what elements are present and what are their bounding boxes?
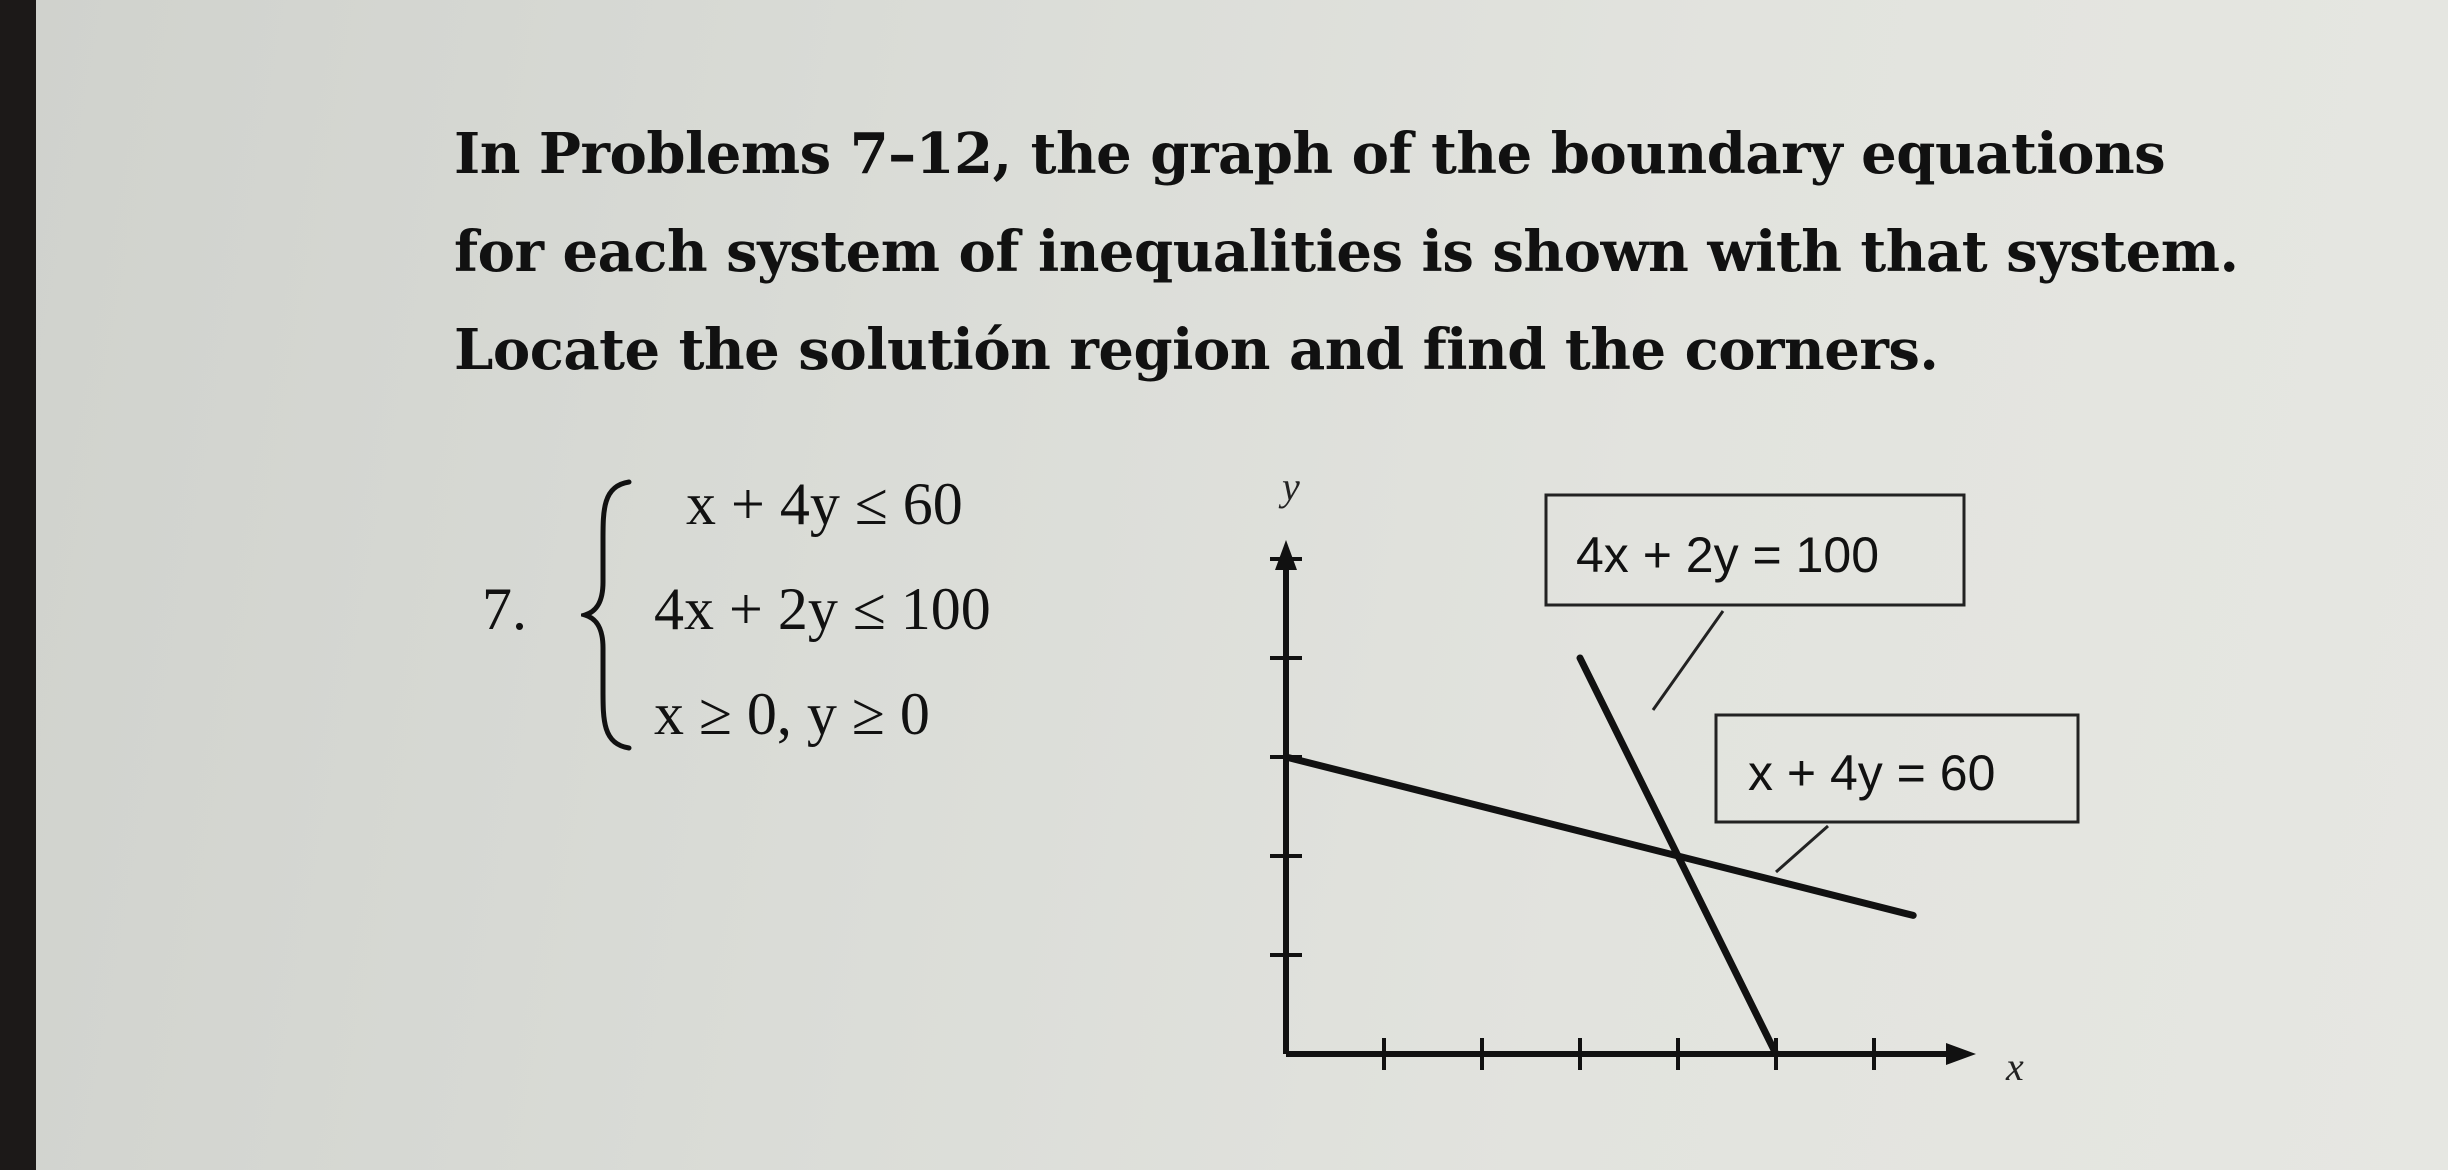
axis-ticks [1270,559,1874,1070]
leader-4x-2y [1653,611,1723,710]
y-axis-arrow [1275,540,1297,570]
leader-x-4y [1776,826,1828,872]
problem-instructions [454,105,2354,399]
x-axis-label: x [2006,1044,2024,1089]
inequality-3: x ≥ 0, y ≥ 0 [654,681,930,747]
label-box-4x-2y [1546,495,1964,710]
y-axis-label: y [1282,464,1300,509]
x-axis-arrow [1946,1043,1976,1065]
textbook-page [36,0,2448,1170]
boundary-graph [1216,460,2096,1110]
instructions-line-3: Locate the solutión region and find the corners. [454,317,1939,383]
instructions-line-1: In Problems 7–12, the graph of the boundary equations [454,121,2166,187]
boundary-lines [1286,658,1913,1054]
system-brace [581,470,651,760]
inequality-2: 4x + 2y ≤ 100 [654,576,991,642]
instructions-line-2: for each system of inequalities is shown with that system. [454,219,2239,285]
inequality-1: x + 4y ≤ 60 [686,471,963,537]
problem-number: 7. [482,576,527,642]
label-x-4y: x + 4y = 60 [1748,745,1996,801]
label-box-x-4y [1716,715,2078,872]
label-4x-2y: 4x + 2y = 100 [1576,527,1880,583]
